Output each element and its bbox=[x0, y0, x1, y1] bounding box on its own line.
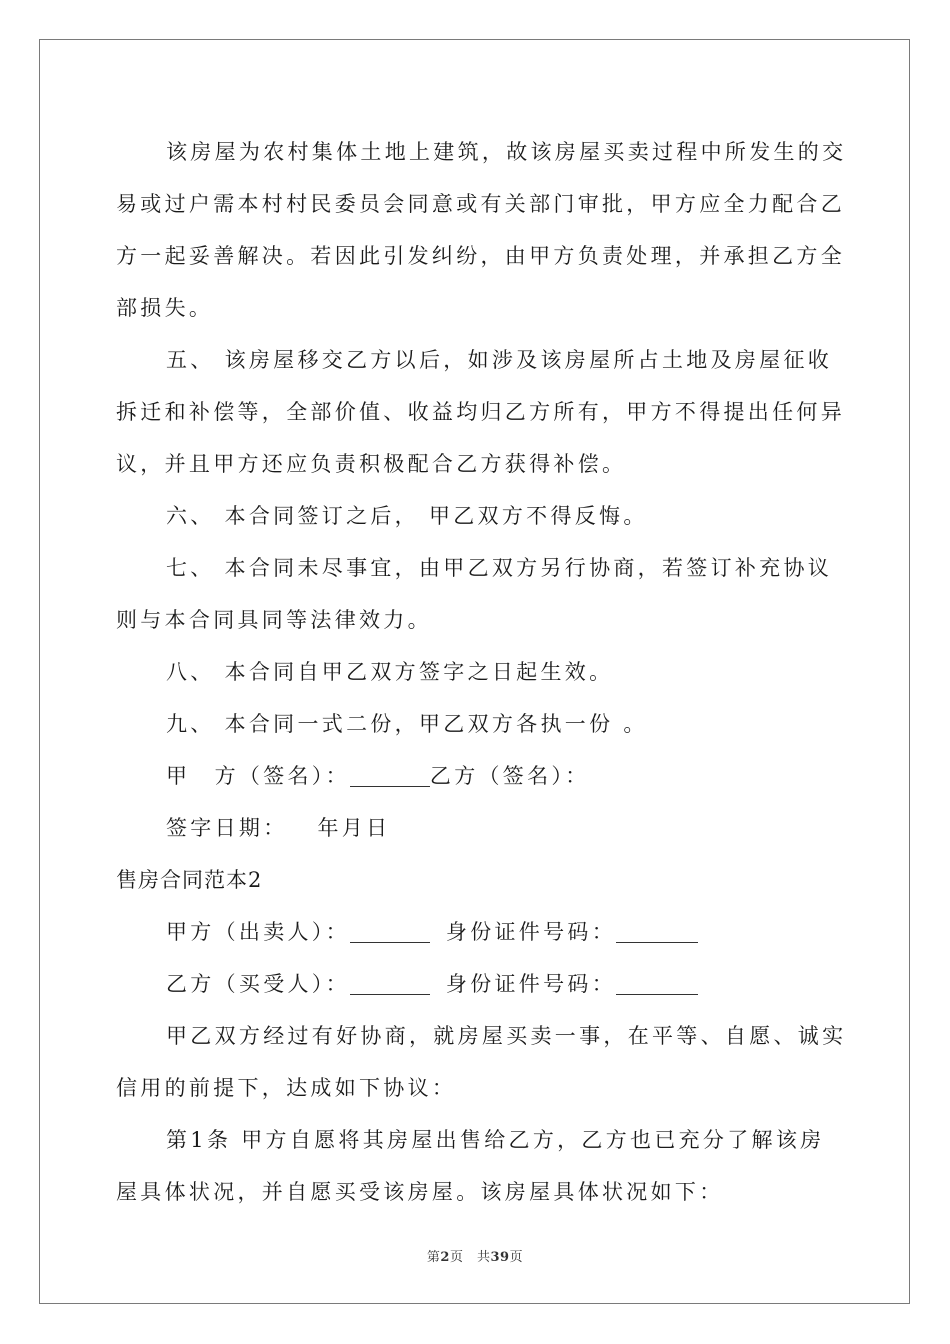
clause-nine: 九、 本合同一式二份，甲乙双方各执一份 。 bbox=[166, 712, 648, 736]
clause-eight: 八、 本合同自甲乙双方签字之日起生效。 bbox=[166, 660, 614, 684]
clause-five: 五、 该房屋移交乙方以后，如涉及该房屋所占土地及房屋征收 bbox=[166, 348, 833, 372]
page-suffix: 页 bbox=[509, 1250, 524, 1265]
buyer-label: 乙方（买受人）： bbox=[166, 972, 350, 996]
page-footer bbox=[0, 1246, 950, 1265]
seller-id-label: 身份证件号码： bbox=[445, 920, 617, 944]
buyer-id-blank bbox=[616, 972, 698, 995]
page-prefix: 第 bbox=[426, 1250, 441, 1265]
text-line: 则与本合同具同等法律效力。 bbox=[116, 608, 432, 632]
text-line: 拆迁和补偿等，全部价值、收益均归乙方所有，甲方不得提出任何异 bbox=[116, 400, 845, 424]
document-body bbox=[116, 126, 847, 1218]
text-line: 甲乙双方经过有好协商，就房屋买卖一事，在平等、自愿、诚实 bbox=[166, 1024, 847, 1048]
text-line: 信用的前提下，达成如下协议： bbox=[116, 1076, 457, 1100]
signature-line bbox=[116, 750, 836, 802]
date-value: 年月日 bbox=[317, 816, 391, 840]
date-label: 签字日期： bbox=[166, 816, 288, 840]
party-b-signature-label: 乙方（签名）： bbox=[429, 764, 590, 788]
signature-date-line bbox=[116, 802, 836, 854]
buyer-line bbox=[116, 958, 836, 1010]
buyer-id-label: 身份证件号码： bbox=[445, 972, 617, 996]
clause-six: 六、 本合同签订之后， 甲乙双方不得反悔。 bbox=[166, 504, 648, 528]
section-title: 售房合同范本2 bbox=[116, 868, 263, 892]
page-current: 2 bbox=[440, 1250, 450, 1265]
text-line: 易或过户需本村村民委员会同意或有关部门审批，甲方应全力配合乙 bbox=[116, 192, 845, 216]
page-mid: 页 共 bbox=[449, 1250, 491, 1265]
seller-name-blank bbox=[350, 920, 430, 943]
text-line: 部损失。 bbox=[116, 296, 214, 320]
party-a-signature-blank bbox=[350, 764, 430, 787]
text-line: 议，并且甲方还应负责积极配合乙方获得补偿。 bbox=[116, 452, 627, 476]
article-one: 第1条 甲方自愿将其房屋出售给乙方，乙方也已充分了解该房 bbox=[166, 1128, 825, 1152]
clause-seven: 七、 本合同未尽事宜，由甲乙双方另行协商，若签订补充协议 bbox=[166, 556, 833, 580]
text-line: 该房屋为农村集体土地上建筑，故该房屋买卖过程中所发生的交 bbox=[166, 140, 847, 164]
seller-line bbox=[116, 906, 836, 958]
text-line: 方一起妥善解决。若因此引发纠纷，由甲方负责处理，并承担乙方全 bbox=[116, 244, 845, 268]
party-a-signature-label: 甲 方（签名）： bbox=[166, 764, 350, 788]
buyer-name-blank bbox=[350, 972, 430, 995]
seller-label: 甲方（出卖人）： bbox=[166, 920, 350, 944]
text-line: 屋具体状况，并自愿买受该房屋。该房屋具体状况如下： bbox=[116, 1180, 724, 1204]
page-total: 39 bbox=[490, 1250, 510, 1265]
seller-id-blank bbox=[616, 920, 698, 943]
